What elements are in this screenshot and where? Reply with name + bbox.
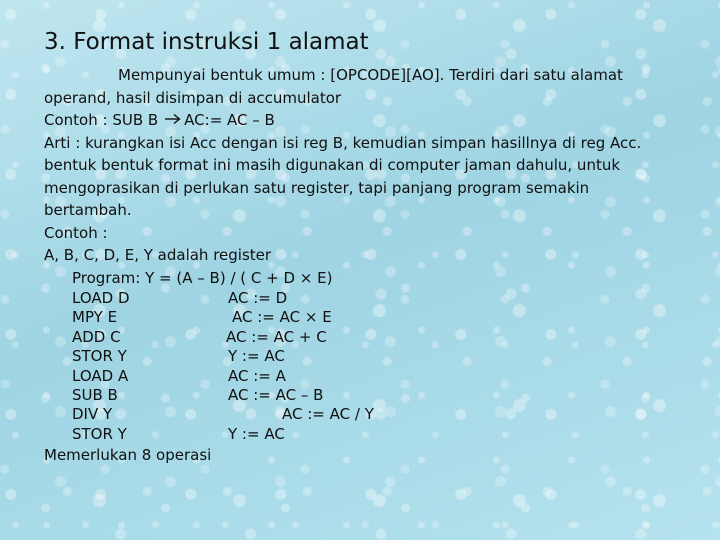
code-effect: AC := D — [228, 289, 288, 307]
code-row — [44, 289, 694, 308]
code-instruction: LOAD A — [72, 366, 129, 385]
code-effect: AC := A — [228, 366, 286, 385]
code-instruction: STOR Y — [72, 347, 127, 366]
arti-line-2: bentuk bentuk format ini masih digunakan di computer jaman dahulu, untuk — [44, 156, 621, 174]
slide-title: 3. Format instruksi 1 alamat — [44, 29, 369, 55]
code-instruction: DIV Y — [72, 405, 113, 424]
intro-line-1: Mempunyai bentuk umum : [OPCODE][AO]. Terdiri dari satu alamat — [118, 66, 623, 84]
arti-line-3: mengoprasikan di perlukan satu register, tapi panjang program semakin — [44, 178, 590, 197]
code-row — [44, 347, 694, 366]
program-line: Program: Y = (A – B) / ( C + D × E) — [72, 268, 333, 287]
example-1-instruction: Contoh : SUB B — [44, 111, 159, 129]
intro-line-2: operand, hasil disimpan di accumulator — [44, 88, 342, 107]
arti-line-1: Arti : kurangkan isi Acc dengan isi reg B, kemudian simpan hasillnya di reg Acc. — [44, 133, 642, 152]
code-row — [44, 425, 694, 444]
right-arrow-icon — [164, 109, 182, 132]
code-row — [44, 308, 694, 327]
registers-line: A, B, C, D, E, Y adalah register — [44, 246, 272, 264]
code-instruction: MPY E — [72, 308, 118, 327]
example-1-effect: AC:= AC – B — [184, 111, 275, 129]
code-effect: Y := AC — [228, 424, 285, 443]
code-instruction: SUB B — [72, 385, 118, 404]
code-instruction: LOAD D — [72, 289, 130, 307]
code-effect: AC := AC + C — [226, 327, 327, 346]
code-effect: Y := AC — [228, 347, 285, 366]
example-2-label: Contoh : — [44, 223, 108, 242]
example-1 — [44, 109, 694, 132]
code-row — [44, 405, 694, 424]
code-instruction: ADD C — [72, 327, 121, 346]
code-listing — [44, 289, 694, 444]
code-row — [44, 367, 694, 386]
code-effect: AC := AC × E — [232, 308, 332, 327]
code-effect: AC := AC / Y — [282, 405, 374, 424]
code-row — [44, 328, 694, 347]
code-row — [44, 386, 694, 405]
slide-content — [44, 64, 694, 467]
code-effect: AC := AC – B — [228, 385, 324, 404]
arti-line-4: bertambah. — [44, 201, 132, 219]
footer-note: Memerlukan 8 operasi — [44, 446, 212, 465]
code-instruction: STOR Y — [72, 424, 127, 443]
